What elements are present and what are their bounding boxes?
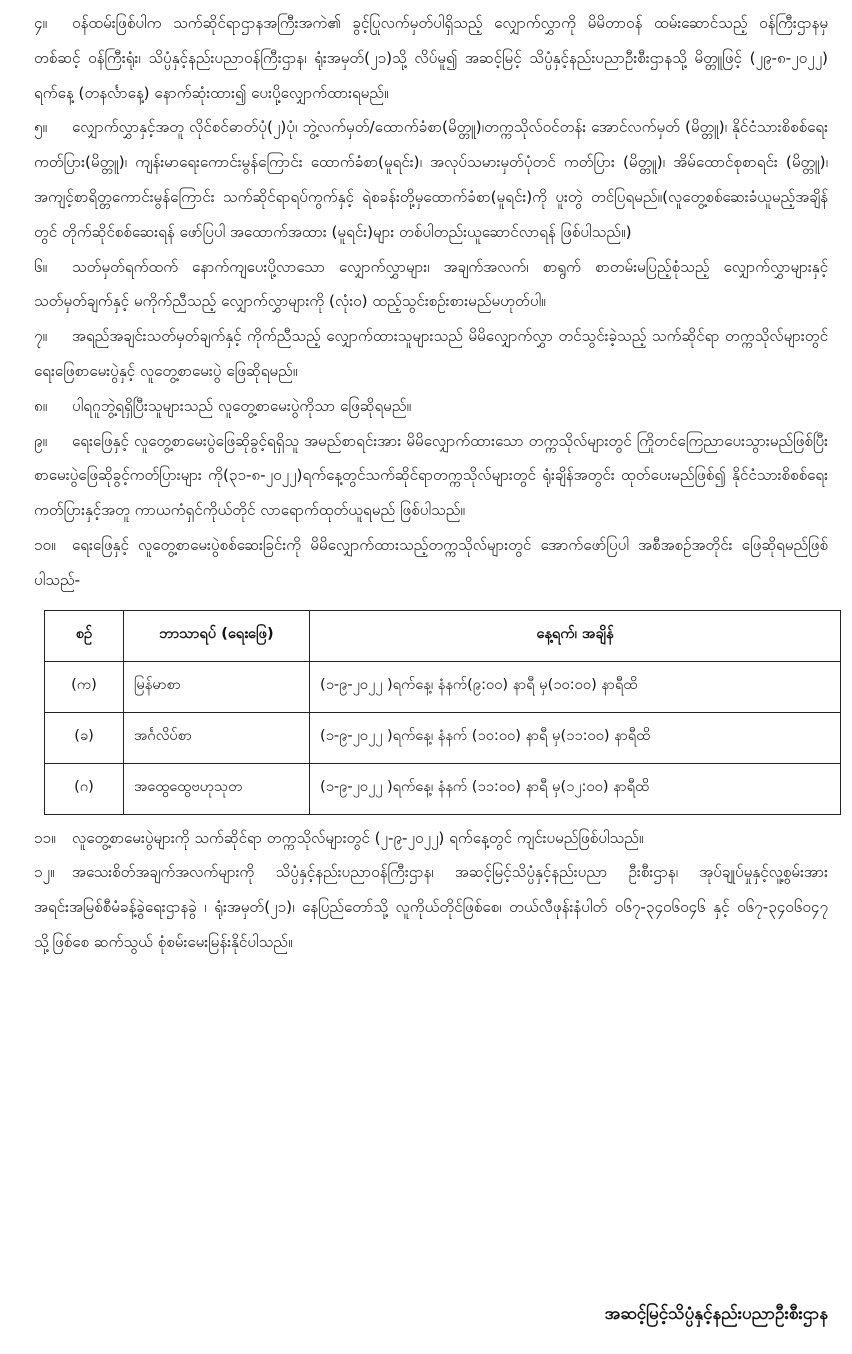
paragraph-11 bbox=[34, 821, 828, 856]
paragraph-9 bbox=[34, 424, 828, 528]
row-number: (ဂ) bbox=[45, 763, 124, 814]
row-subject: အထွေထွေဗဟုသုတ bbox=[124, 763, 310, 814]
paragraph-text: အရည်အချင်းသတ်မှတ်ချက်နှင့် ကိုက်ညီသည့် လျှောက်ထားသူများသည် မိမိလျှောက်လွှာ တင်သွင်းခဲ့သည့် သက်ဆိုင်ရာ တက္ကသိုလ်များတွင် ရေးဖြေစာမေးပွဲနှင့် လူတွေ့စာမေးပွဲ ဖြေဆိုရမည်။ bbox=[34, 327, 828, 380]
paragraph-number: ၄။ bbox=[34, 14, 48, 32]
row-datetime: (၁-၉-၂၀၂၂ )ရက်နေ့၊ နံနက် (၁၀:၀၀) နာရီ မှ(၁၁:၀၀) နာရီထိ bbox=[310, 712, 841, 763]
table-row bbox=[45, 661, 841, 712]
paragraph-10 bbox=[34, 528, 828, 598]
column-header-datetime: နေ့ရက်၊ အချိန် bbox=[310, 610, 841, 661]
column-header-subject: ဘာသာရပ် (ရေးဖြေ) bbox=[124, 610, 310, 661]
paragraph-text: လူတွေ့စာမေးပွဲများကို သက်ဆိုင်ရာ တက္ကသိုလ်များတွင် (၂-၉-၂၀၂၂) ရက်နေ့တွင် ကျင်းပမည်ဖြစ်ပါသည်။ bbox=[72, 828, 644, 847]
paragraph-number: ၈။ bbox=[34, 396, 48, 415]
issuing-department-signature: အဆင့်မြင့်သိပ္ပံနှင့်နည်းပညာဦးစီးဌာန bbox=[604, 1304, 828, 1324]
row-subject: အင်္ဂလိပ်စာ bbox=[124, 712, 310, 763]
column-header-no: စဉ် bbox=[45, 610, 124, 661]
row-subject: မြန်မာစာ bbox=[124, 661, 310, 712]
row-datetime: (၁-၉-၂၀၂၂ )ရက်နေ့၊ နံနက်(၉:၀၀) နာရီ မှ(၁၀:၀၀) နာရီထိ bbox=[310, 661, 841, 712]
paragraph-number: ၉။ bbox=[34, 431, 48, 450]
paragraph-number: ၁၀။ bbox=[34, 535, 56, 554]
table-row bbox=[45, 763, 841, 814]
paragraph-8 bbox=[34, 389, 828, 424]
row-number: (ခ) bbox=[45, 712, 124, 763]
exam-schedule-table bbox=[44, 610, 841, 815]
paragraph-text: ပါရဂူဘွဲ့ရရှိပြီးသူများသည် လူတွေ့စာမေးပွဲကိုသာ ဖြေဆိုရမည်။ bbox=[72, 396, 412, 415]
paragraph-text: လျှောက်လွှာနှင့်အတူ လိုင်စင်ဓာတ်ပုံ(၂)ပုံ၊ ဘွဲ့လက်မှတ်/ထောက်ခံစာ(မိတ္တူ)၊တက္ကသိုလ်ဝင်တန်း အောင်လက်မှတ် (မိတ္တူ)၊ နိုင်ငံသားစိစစ်ရေးကတ်ပြား(မိတ္တူ)၊ ကျန်းမာရေးကောင်းမွန်ကြောင်း ထောက်ခံစာ(မူရင်း)၊ အလုပ်သမားမှတ်ပုံတင် ကတ်ပြား (မိတ္တူ)၊ အိမ်ထောင်စုစာရင်း (မိတ္တူ)၊ အကျင့်စာရိတ္တကောင်းမွန်ကြောင်း သက်ဆိုင်ရာရပ်ကွက်နှင့် ရဲစခန်းတို့မှထောက်ခံစာ(မူရင်း)ကို ပူးတွဲ တင်ပြရမည်။(လူတွေ့စစ်ဆေးခံယူမည့်အချိန်တွင် တိုက်ဆိုင်စစ်ဆေးရန် ဖော်ပြပါ အထောက်အထား (မူရင်း)များ တစ်ပါတည်းယူဆောင်လာရန် ဖြစ်ပါသည်။) bbox=[34, 118, 828, 241]
paragraph-4 bbox=[34, 6, 828, 110]
paragraph-number: ၇။ bbox=[34, 327, 48, 346]
paragraph-text: ရေးဖြေနှင့် လူတွေ့စာမေးပွဲဖြေဆိုခွင့်ရရှိသူ အမည်စာရင်းအား မိမိလျှောက်ထားသော တက္ကသိုလ်များတွင် ကြိုတင်ကြေညာပေးသွားမည်ဖြစ်ပြီး စာမေးပွဲဖြေဆိုခွင့်ကတ်ပြားများ ကို(၃၁-၈-၂၀၂၂)ရက်နေ့တွင်သက်ဆိုင်ရာတက္ကသိုလ်များတွင် ရုံးချိန်အတွင်း ထုတ်ပေးမည်ဖြစ်၍ နိုင်ငံသားစိစစ်ရေးကတ်ပြားနှင့်အတူ ကာယကံရှင်ကိုယ်တိုင် လာရောက်ထုတ်ယူရမည် ဖြစ်ပါသည်။ bbox=[34, 431, 828, 520]
paragraph-number: ၁၁။ bbox=[34, 828, 56, 847]
paragraph-12 bbox=[34, 855, 828, 959]
table-row bbox=[45, 712, 841, 763]
paragraph-text: အသေးစိတ်အချက်အလက်များကို သိပ္ပံနှင့်နည်းပညာဝန်ကြီးဌာန၊ အဆင့်မြင့်သိပ္ပံနှင့်နည်းပညာ ဦးစီးဌာန၊ အုပ်ချုပ်မှုနှင့်လူ့စွမ်းအားအရင်းအမြစ်စီမံခန့်ခွဲရေးဌာနခွဲ ၊ ရုံးအမှတ်(၂၁)၊ နေပြည်တော်သို့ လူကိုယ်တိုင်ဖြစ်စေ၊ တယ်လီဖုန်းနံပါတ် ၀၆၇-၃၄၀၆၀၄၆ နှင့် ၀၆၇-၃၄၀၆၀၄၇ သို့ဖြစ်စေ ဆက်သွယ် စုံစမ်းမေးမြန်းနိုင်ပါသည်။ bbox=[34, 863, 828, 951]
paragraph-text: ရေးဖြေနှင့် လူတွေ့စာမေးပွဲစစ်ဆေးခြင်းကို မိမိလျှောက်ထားသည့်တက္ကသိုလ်များတွင် အောက်ဖော်ပြပါ အစီအစဉ်အတိုင်း ဖြေဆိုရမည်ဖြစ်ပါသည်- bbox=[34, 535, 828, 589]
paragraph-text: သတ်မှတ်ရက်ထက် နောက်ကျပေးပို့လာသော လျှောက်လွှာများ၊ အချက်အလက်၊ စာရွက် စာတမ်းမပြည့်စုံသည့် လျှောက်လွှာများနှင့် သတ်မှတ်ချက်နှင့် မကိုက်ညီသည့် လျှောက်လွှာများကို (လုံးဝ) ထည့်သွင်းစဉ်းစားမည်မဟုတ်ပါ။ bbox=[34, 257, 828, 311]
paragraph-number: ၆။ bbox=[34, 257, 48, 276]
paragraph-6 bbox=[34, 250, 828, 320]
section-main bbox=[34, 6, 828, 598]
paragraph-number: ၅။ bbox=[34, 118, 48, 137]
paragraph-7 bbox=[34, 319, 828, 389]
table-header-row bbox=[45, 610, 841, 661]
row-number: (က) bbox=[45, 661, 124, 712]
row-datetime: (၁-၉-၂၀၂၂ )ရက်နေ့၊ နံနက် (၁၁:၀၀) နာရီ မှ(၁၂:၀၀) နာရီထိ bbox=[310, 763, 841, 814]
paragraph-number: ၁၂။ bbox=[34, 863, 55, 882]
paragraph-5 bbox=[34, 110, 828, 249]
paragraph-text: ဝန်ထမ်းဖြစ်ပါက သက်ဆိုင်ရာဌာနအကြီးအကဲ၏ ခွင့်ပြုလက်မှတ်ပါရှိသည့် လျှောက်လွှာကို မိမိတာဝန် ထမ်းဆောင်သည့် ဝန်ကြီးဌာနမှတစ်ဆင့် ဝန်ကြီးရုံး၊ သိပ္ပံနှင့်နည်းပညာဝန်ကြီးဌာန၊ ရုံးအမှတ်(၂၁)သို့ လိပ်မူ၍ အဆင့်မြင့် သိပ္ပံနှင့်နည်းပညာဦးစီးဌာနသို့ မိတ္တူဖြင့် (၂၉-၈-၂၀၂၂) ရက်နေ့ (တနင်္လာနေ့) နောက်ဆုံးထား၍ ပေးပို့လျှောက်ထားရမည်။ bbox=[34, 14, 828, 102]
section-after-table bbox=[34, 821, 828, 960]
